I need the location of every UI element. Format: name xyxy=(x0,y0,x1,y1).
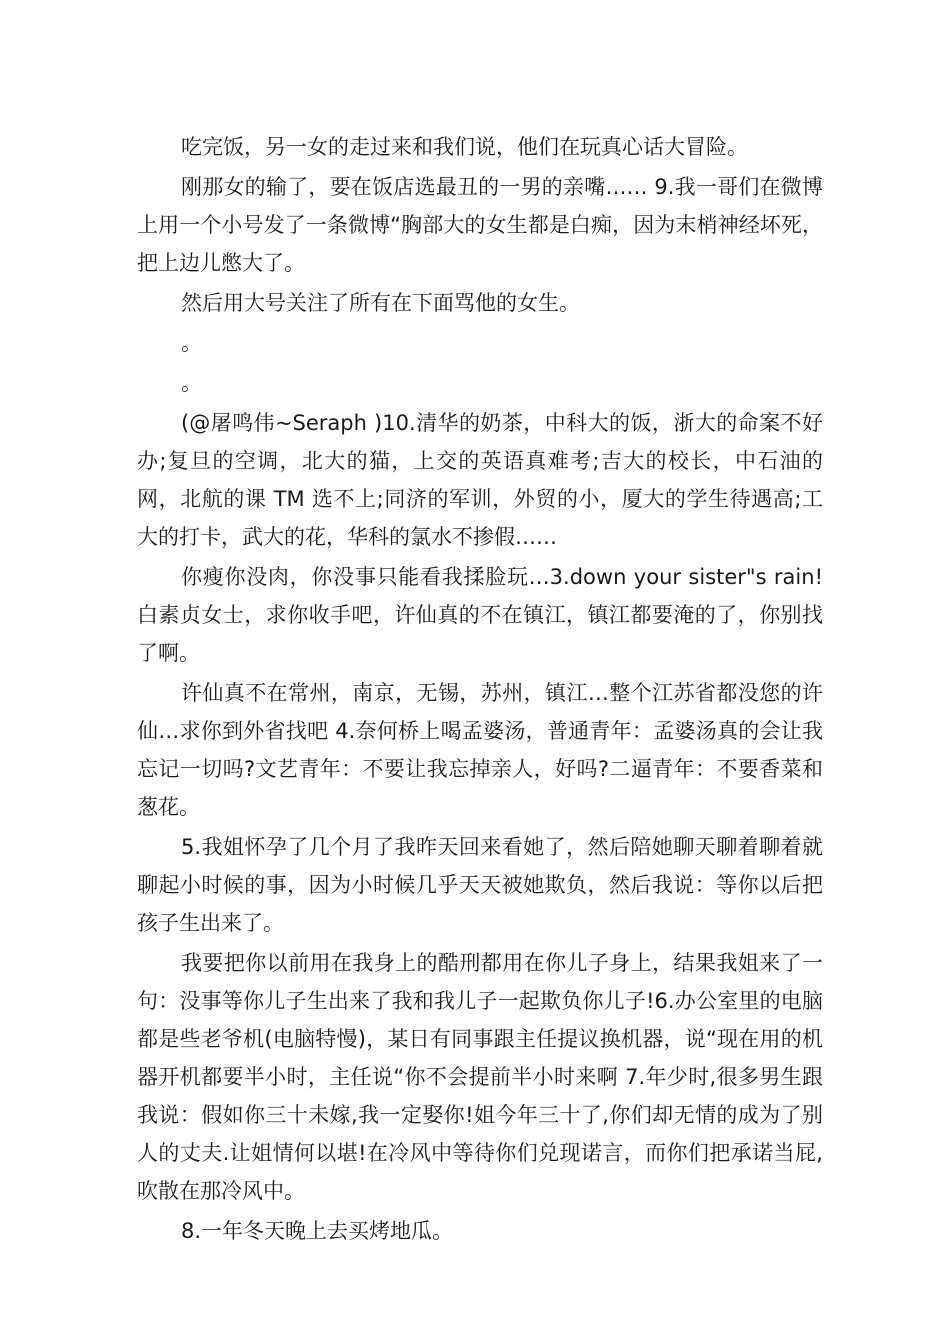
paragraph: 然后用大号关注了所有在下面骂他的女生。 xyxy=(181,291,580,315)
paragraph: 。 xyxy=(181,331,202,355)
paragraph: (@屠鸣伟~Seraph )10.清华的奶茶，中科大的饭，浙大的命案不好办;复旦的空调，北大的猫，上交的英语真难考;吉大的校长，中石油的网，北航的课 TM 选不上;同济的军训，外贸的小，厦大的学生待遇高;工大的打卡，武大的花，华科的氯水不掺假…… xyxy=(137,411,823,549)
paragraph: 许仙真不在常州，南京，无锡，苏州，镇江…整个江苏省都没您的许仙…求你到外省找吧 4.奈何桥上喝孟婆汤，普通青年：孟婆汤真的会让我忘记一切吗?文艺青年：不要让我忘掉亲人，好吗?二逼青年：不要香菜和葱花。 xyxy=(137,681,823,819)
paragraph: 你瘦你没肉，你没事只能看我揉脸玩…3.down your sister"s rain!白素贞女士，求你收手吧，许仙真的不在镇江，镇江都要淹的了，你别找了啊。 xyxy=(137,565,823,665)
document-body xyxy=(137,128,823,1252)
paragraph: 8.一年冬天晚上去买烤地瓜。 xyxy=(181,1219,454,1243)
paragraph: 我要把你以前用在我身上的酷刑都用在你儿子身上，结果我姐来了一句：没事等你儿子生出来了我和我儿子一起欺负你儿子!6.办公室里的电脑都是些老爷机(电脑特慢)，某日有同事跟主任提议换机器，说“现在用的机器开机都要半小时，主任说“你不会提前半小时来啊 7.年少时,很多男生跟我说：假如你三十未嫁,我一定娶你!姐今年三十了,你们却无情的成为了别人的丈夫.让姐情何以堪!在冷风中等待你们兑现诺言，而你们把承诺当屁,吹散在那冷风中。 xyxy=(137,951,823,1203)
paragraph: 吃完饭，另一女的走过来和我们说，他们在玩真心话大冒险。 xyxy=(181,135,748,159)
paragraph: 刚那女的输了，要在饭店选最丑的一男的亲嘴…… 9.我一哥们在微博上用一个小号发了一条微博“胸部大的女生都是白痴，因为末梢神经坏死，把上边儿憋大了。 xyxy=(137,175,823,275)
paragraph: 5.我姐怀孕了几个月了我昨天回来看她了，然后陪她聊天聊着聊着就聊起小时候的事，因为小时候几乎天天被她欺负，然后我说：等你以后把孩子生出来了。 xyxy=(137,835,823,935)
paragraph: 。 xyxy=(181,371,202,395)
